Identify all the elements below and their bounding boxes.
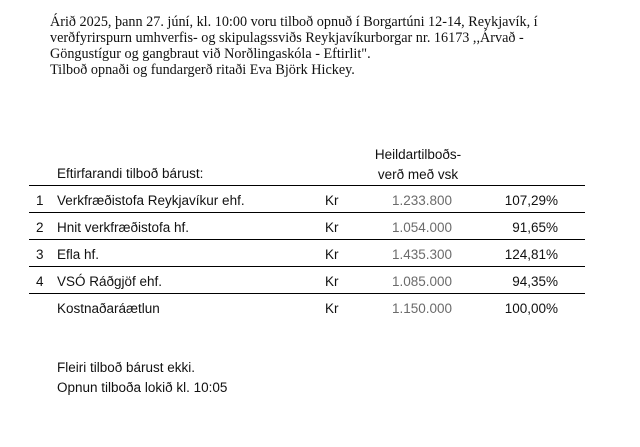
bidder-name: Hnit verkfræðistofa hf. [57,220,190,235]
cost-estimate-row [29,294,585,320]
bid-amount: 1.435.300 [391,247,452,262]
bidder-name: Verkfræðistofa Reykjavíkur ehf. [57,193,245,208]
row-number: 2 [36,220,44,235]
table-row [29,240,585,267]
total-price-heading [364,145,472,185]
bid-percent: 107,29% [504,193,558,208]
bid-percent: 91,65% [512,220,558,235]
bid-percent: 94,35% [512,274,558,289]
closing-notes [57,358,227,398]
cost-estimate-label: Kostnaðaráætlun [57,301,160,316]
intro-line-2: verðfyrirspurn umhverfis- og skipulagssviðs Reykjavíkurborgar nr. 16173 ,,Árvað - [50,30,524,46]
opening-closed-note: Opnun tilboða lokið kl. 10:05 [57,380,228,395]
total-price-heading-line-1: Heildartilboðs- [374,147,462,162]
row-number: 1 [36,193,44,208]
bidder-name: VSÓ Ráðgjöf ehf. [57,274,163,289]
bid-amount: 1.054.000 [391,220,452,235]
table-row [29,213,585,240]
currency: Kr [325,220,339,235]
table-header [29,143,585,186]
table-row [29,186,585,213]
bids-table [29,143,585,320]
estimate-percent: 100,00% [504,301,558,316]
no-more-bids-note: Fleiri tilboð bárust ekki. [57,360,196,375]
bids-received-heading: Eftirfarandi tilboð bárust: [57,166,204,181]
bidder-name: Efla hf. [57,247,100,262]
bid-amount: 1.085.000 [391,274,452,289]
intro-line-4: Tilboð opnaði og fundargerð ritaði Eva Björk Hickey. [50,62,355,78]
row-number: 3 [36,247,44,262]
bid-amount: 1.233.800 [391,193,452,208]
currency: Kr [325,301,339,316]
currency: Kr [325,193,339,208]
total-price-heading-line-2: verð með vsk [377,167,459,182]
intro-paragraph [50,14,620,78]
estimate-amount: 1.150.000 [391,301,452,316]
currency: Kr [325,247,339,262]
table-row [29,267,585,294]
row-number: 4 [36,274,44,289]
currency: Kr [325,274,339,289]
bid-percent: 124,81% [504,247,558,262]
intro-line-1: Árið 2025, þann 27. júní, kl. 10:00 voru tilboð opnuð í Borgartúni 12-14, Reykjavík, í [50,14,538,30]
intro-line-3: Göngustígur og gangbraut við Norðlingaskóla - Eftirlit". [50,46,371,62]
